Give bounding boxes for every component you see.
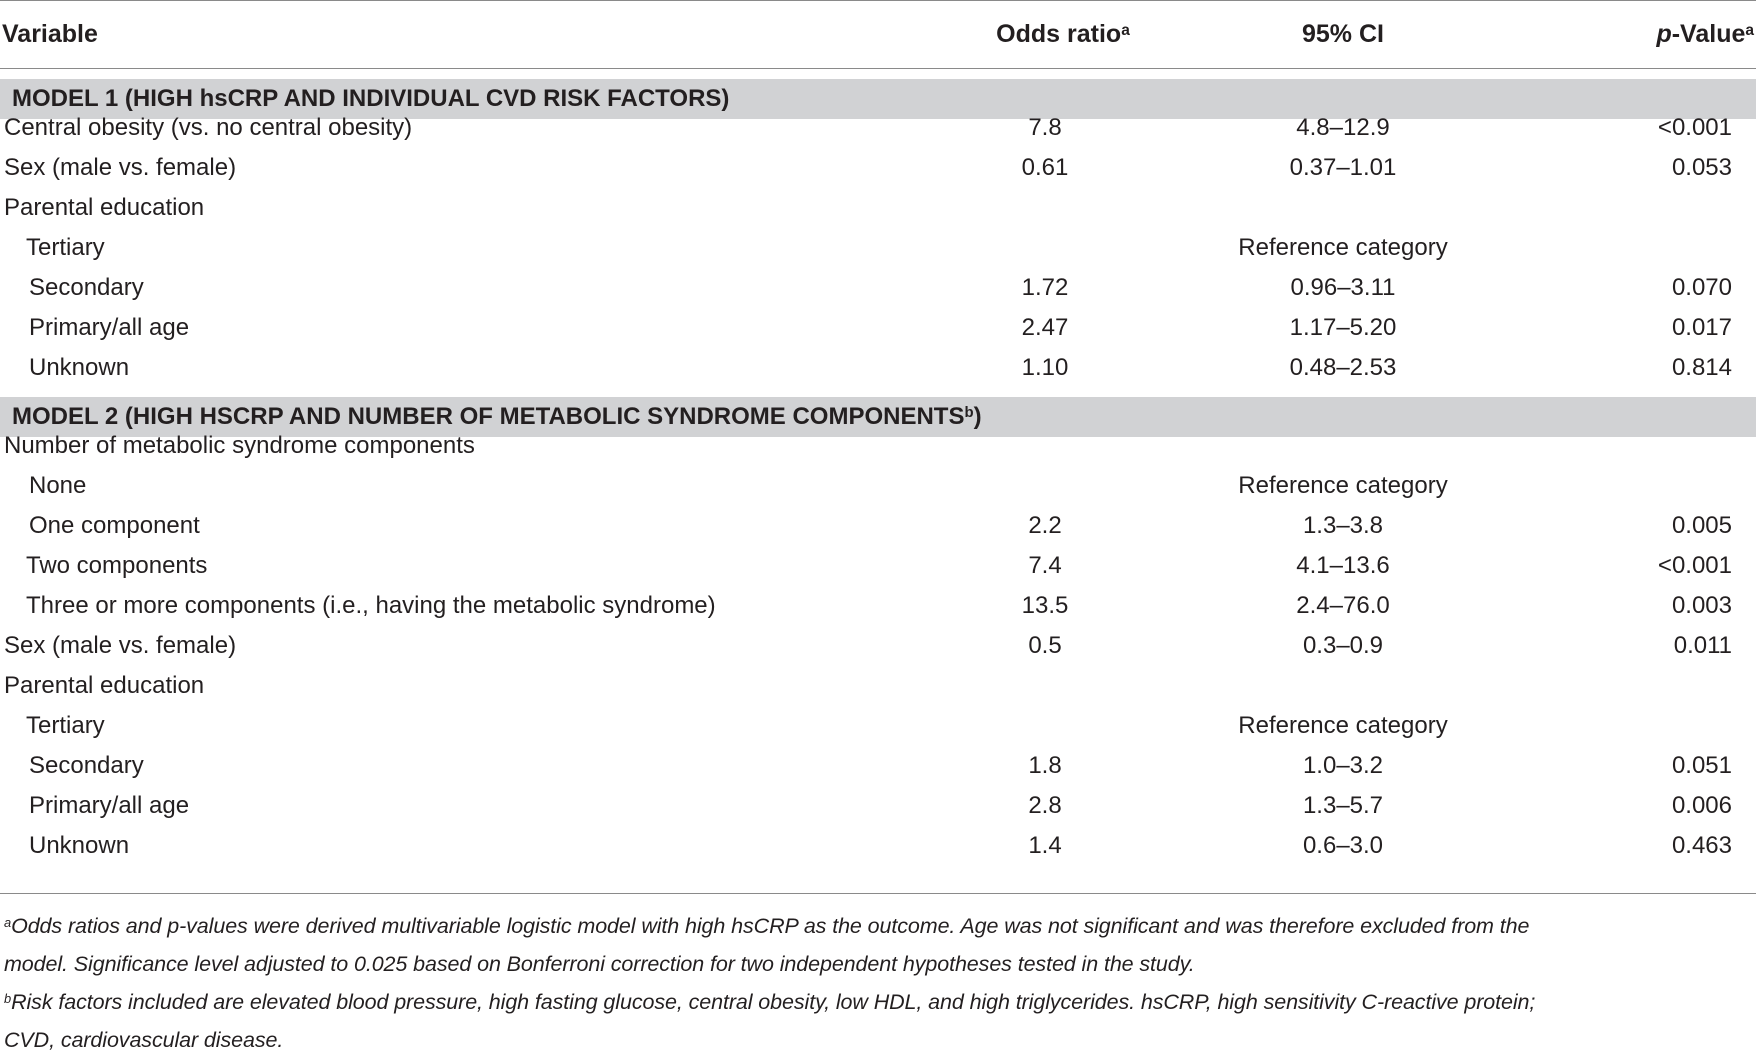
row-ci: 0.3–0.9 xyxy=(1302,632,1384,659)
table-row xyxy=(0,228,1756,268)
row-p-value: <0.001 xyxy=(1657,552,1732,579)
footer-rule xyxy=(0,893,1756,894)
row-variable: Tertiary xyxy=(26,234,105,261)
row-variable: Number of metabolic syndrome components xyxy=(4,432,475,459)
row-odds-ratio: 0.61 xyxy=(1021,154,1069,181)
row-ci: 1.0–3.2 xyxy=(1302,752,1384,779)
row-ci: 1.3–5.7 xyxy=(1302,792,1384,819)
row-reference: Reference category xyxy=(1238,472,1448,499)
row-variable: Primary/all age xyxy=(29,792,190,819)
row-variable: Unknown xyxy=(29,832,130,859)
row-p-value: 0.051 xyxy=(1671,752,1732,779)
row-odds-ratio: 2.2 xyxy=(1028,512,1062,539)
row-odds-ratio: 1.10 xyxy=(1021,354,1069,381)
row-variable: One component xyxy=(29,512,200,539)
model-1-heading: MODEL 1 (HIGH hsCRP AND INDIVIDUAL CVD RISK FACTORS) xyxy=(0,79,1756,119)
row-p-value: 0.463 xyxy=(1671,832,1732,859)
row-p-value: 0.814 xyxy=(1671,354,1732,381)
row-variable: Secondary xyxy=(29,752,144,779)
row-reference: Reference category xyxy=(1238,712,1448,739)
table-row xyxy=(0,268,1756,308)
row-ci: 0.6–3.0 xyxy=(1302,832,1384,859)
table-row xyxy=(0,308,1756,348)
row-variable: Sex (male vs. female) xyxy=(4,154,237,181)
row-p-value: 0.006 xyxy=(1671,792,1732,819)
row-ci: 2.4–76.0 xyxy=(1296,592,1390,619)
row-odds-ratio: 1.4 xyxy=(1028,832,1062,859)
table-row xyxy=(0,426,1756,466)
table-row xyxy=(0,706,1756,746)
row-p-value: 0.053 xyxy=(1671,154,1732,181)
row-variable: Tertiary xyxy=(26,712,105,739)
model-2-heading: MODEL 2 (HIGH HSCRP AND NUMBER OF METABOLIC SYNDROME COMPONENTS$^b$) xyxy=(0,397,1756,437)
row-p-value: 0.003 xyxy=(1671,592,1732,619)
header-odds-ratio-footnote-mark: a xyxy=(1121,22,1130,40)
table-row xyxy=(0,826,1756,866)
row-ci: 0.48–2.53 xyxy=(1289,354,1397,381)
row-p-value: 0.070 xyxy=(1671,274,1732,301)
row-variable: Primary/all age xyxy=(29,314,190,341)
row-p-value: 0.005 xyxy=(1671,512,1732,539)
table-row xyxy=(0,188,1756,228)
header-p-value-footnote-mark: a xyxy=(1745,22,1754,40)
header-odds-ratio: Odds ratio$^a$ xyxy=(996,20,1130,48)
row-ci: 0.37–1.01 xyxy=(1289,154,1397,181)
table-row xyxy=(0,546,1756,586)
header-ci: 95% CI xyxy=(1302,20,1384,48)
row-variable: Two components xyxy=(26,552,208,579)
row-p-value: 0.017 xyxy=(1671,314,1732,341)
row-odds-ratio: 7.8 xyxy=(1028,114,1062,141)
table-row xyxy=(0,626,1756,666)
row-variable: Secondary xyxy=(29,274,144,301)
model-2-footnote-mark: b xyxy=(964,405,974,422)
row-variable: Three or more components (i.e., having the metabolic syndrome) xyxy=(26,592,716,619)
table-header xyxy=(0,10,1756,58)
row-ci: 1.3–3.8 xyxy=(1302,512,1384,539)
table-row xyxy=(0,586,1756,626)
row-ci: 0.96–3.11 xyxy=(1290,274,1396,301)
table-row xyxy=(0,348,1756,388)
table-row xyxy=(0,786,1756,826)
table-row xyxy=(0,108,1756,148)
top-rule xyxy=(0,0,1756,1)
row-p-value: 0.011 xyxy=(1673,632,1732,659)
table-row xyxy=(0,666,1756,706)
row-odds-ratio: 0.5 xyxy=(1028,632,1062,659)
row-odds-ratio: 1.72 xyxy=(1021,274,1069,301)
table-row xyxy=(0,466,1756,506)
row-ci: 4.8–12.9 xyxy=(1296,114,1390,141)
row-variable: Unknown xyxy=(29,354,130,381)
footnote-a-mark: a xyxy=(4,914,12,930)
header-p-value: p-Value$^a$ xyxy=(1656,20,1754,48)
row-variable: None xyxy=(29,472,87,499)
header-rule xyxy=(0,68,1756,69)
row-p-value: <0.001 xyxy=(1657,114,1732,141)
row-variable: Central obesity (vs. no central obesity) xyxy=(4,114,413,141)
row-ci: 1.17–5.20 xyxy=(1289,314,1397,341)
footnote-b-mark: b xyxy=(4,990,12,1006)
table-row xyxy=(0,746,1756,786)
footnote-b-continued: CVD, cardiovascular disease. xyxy=(4,1028,284,1052)
row-variable: Parental education xyxy=(4,672,205,699)
footnote-a-continued: model. Significance level adjusted to 0.025 based on Bonferroni correction for two independent hypotheses tested in the study. xyxy=(4,952,1195,976)
row-odds-ratio: 1.8 xyxy=(1028,752,1062,779)
footnote-b: $^b$Risk factors included are elevated blood pressure, high fasting glucose, central obesity, low HDL, and high triglycerides. hsCRP, high sensitivity C-reactive protein; xyxy=(4,990,1536,1014)
header-variable: Variable xyxy=(2,20,98,48)
table-row xyxy=(0,148,1756,188)
row-ci: 4.1–13.6 xyxy=(1296,552,1390,579)
row-reference: Reference category xyxy=(1238,234,1448,261)
table-row xyxy=(0,506,1756,546)
row-odds-ratio: 2.8 xyxy=(1028,792,1062,819)
footnote-a: $^a$Odds ratios and p-values were derived multivariable logistic model with high hsCRP as the outcome. Age was not significant and was therefore excluded from the xyxy=(4,914,1530,938)
row-odds-ratio: 7.4 xyxy=(1028,552,1062,579)
row-odds-ratio: 13.5 xyxy=(1021,592,1069,619)
row-odds-ratio: 2.47 xyxy=(1021,314,1069,341)
row-variable: Parental education xyxy=(4,194,205,221)
row-variable: Sex (male vs. female) xyxy=(4,632,237,659)
